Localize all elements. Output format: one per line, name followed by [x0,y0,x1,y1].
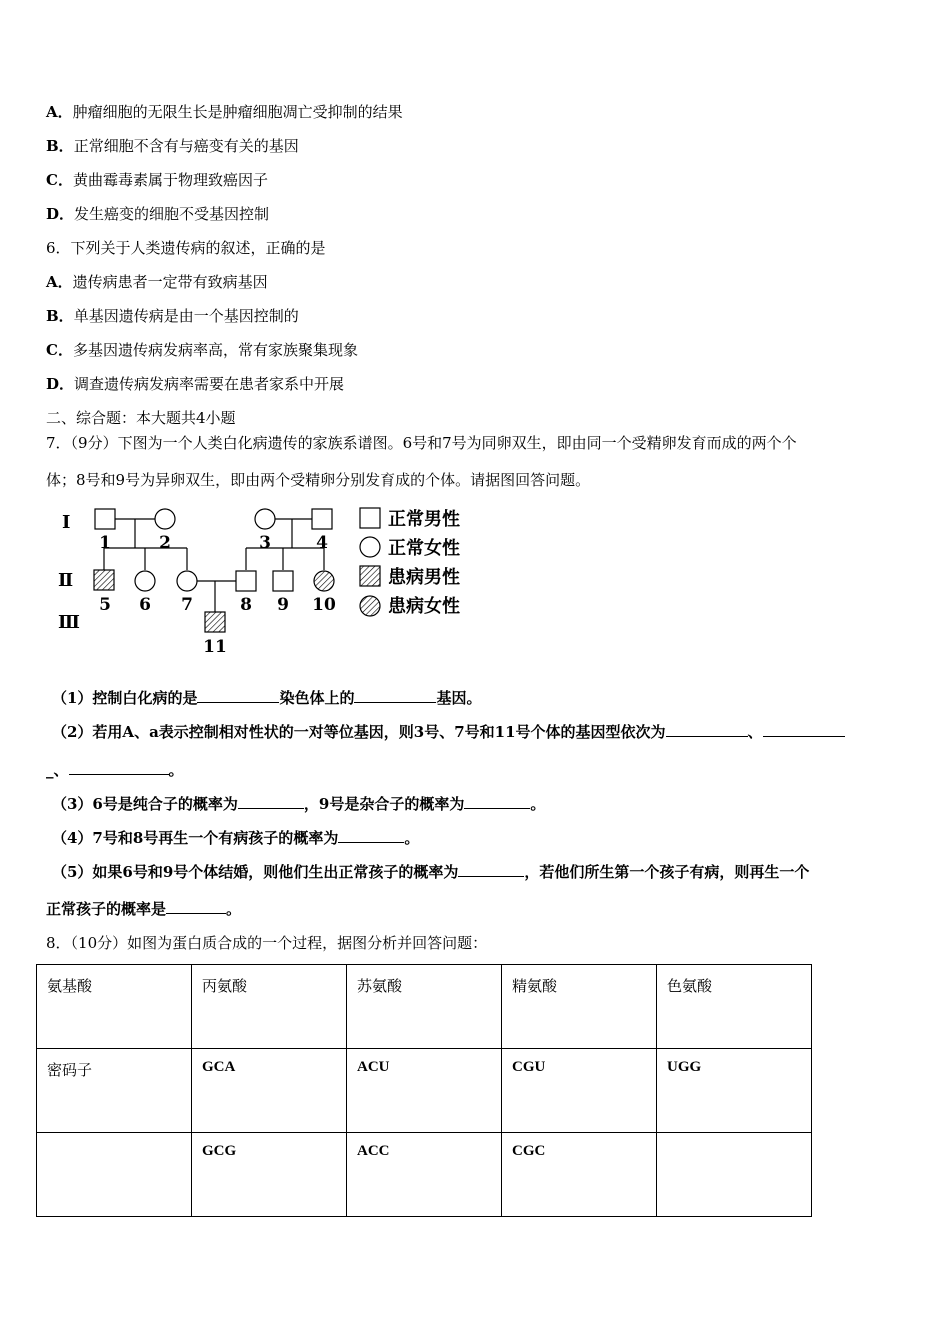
table-cell: CGC [502,1133,657,1217]
answer-blank[interactable] [197,688,279,703]
table-cell: 精氨酸 [502,965,657,1049]
legend-label: 患病女性 [388,596,460,617]
q7-sub5-cont: 正常孩子的概率是 。 [46,900,242,918]
answer-blank[interactable] [464,794,530,809]
individual-number: 6 [139,595,151,615]
legend-label: 正常女性 [388,538,460,559]
table-cell: GCG [192,1133,347,1217]
answer-blank[interactable] [458,862,524,877]
individual-9-normal-male [273,571,293,591]
legend-label: 正常男性 [388,509,460,530]
q7-sub2: （2）若用A、a表示控制相对性状的一对等位基因，则3号、7号和11号个体的基因型依次为 、 [52,722,845,742]
legend-normal-male-icon [360,508,380,528]
individual-5-affected-male [94,570,114,590]
individual-4-normal-male [312,509,332,529]
q6-option-d: D．调查遗传病发病率需要在患者家系中开展 [46,375,345,393]
table-row [37,1133,812,1217]
individual-number: 10 [312,595,336,615]
individual-number: 1 [99,533,111,553]
legend-label: 患病男性 [388,567,460,588]
individual-number: 7 [181,595,193,615]
answer-blank[interactable] [69,760,169,775]
individual-3-normal-female [255,509,275,529]
individual-number: 5 [99,595,111,615]
table-cell: 色氨酸 [657,965,812,1049]
table-row [37,1049,812,1133]
q8-stem: 8．（10分）如图为蛋白质合成的一个过程，据图分析并回答问题： [46,934,488,952]
table-cell: 密码子 [37,1049,192,1133]
q5-option-c: C．黄曲霉毒素属于物理致癌因子 [46,171,268,189]
table-cell: 氨基酸 [37,965,192,1049]
q7-sub3: （3）6号是纯合子的概率为 ，9号是杂合子的概率为 。 [52,795,546,813]
answer-blank[interactable] [666,722,748,737]
individual-number: 2 [159,533,171,553]
table-cell: 苏氨酸 [347,965,502,1049]
individual-1-normal-male [95,509,115,529]
q5-option-b: B．正常细胞不含有与癌变有关的基因 [46,137,299,155]
individual-7-normal-female [177,571,197,591]
individual-8-normal-male [236,571,256,591]
q7-sub5: （5）如果6号和9号个体结婚，则他们生出正常孩子的概率为 ，若他们所生第一个孩子有病，则再生一个 [52,863,810,881]
generation-label: Ⅰ [62,512,71,533]
table-row [37,965,812,1049]
individual-6-normal-female [135,571,155,591]
q7-stem-line1: 7．（9分）下图为一个人类白化病遗传的家族系谱图。6号和7号为同卵双生，即由同一个受精卵发育而成的两个个 [46,434,797,452]
generation-label: Ⅲ [58,612,80,633]
answer-blank[interactable] [763,722,845,737]
answer-blank[interactable] [166,899,226,914]
q6-option-a: A．遗传病患者一定带有致病基因 [46,273,268,291]
individual-number: 9 [277,595,289,615]
section-heading: 二、综合题：本大题共4小题 [46,409,236,427]
table-cell: ACC [347,1133,502,1217]
generation-label: Ⅱ [58,570,74,591]
individual-2-normal-female [155,509,175,529]
legend-affected-female-icon [360,596,380,616]
individual-number: 3 [259,533,271,553]
legend-normal-female-icon [360,537,380,557]
q7-stem-line2: 体；8号和9号为异卵双生，即由两个受精卵分别发育成的个体。请据图回答问题。 [46,471,591,489]
legend-affected-male-icon [360,566,380,586]
individual-number: 4 [316,533,328,553]
table-cell: UGG [657,1049,812,1133]
q7-sub1: （1）控制白化病的是 染色体上的 基因。 [52,689,482,707]
table-cell: GCA [192,1049,347,1133]
q6-stem: 6．下列关于人类遗传病的叙述，正确的是 [46,239,326,257]
answer-blank[interactable] [238,794,304,809]
q5-option-d: D．发生癌变的细胞不受基因控制 [46,205,270,223]
q6-option-c: C．多基因遗传病发病率高，常有家族聚集现象 [46,341,358,359]
q7-sub4: （4）7号和8号再生一个有病孩子的概率为 。 [52,829,420,847]
individual-number: 11 [203,637,227,657]
table-cell: CGU [502,1049,657,1133]
individual-11-affected-male [205,612,225,632]
q6-option-b: B．单基因遗传病是由一个基因控制的 [46,307,299,325]
answer-blank[interactable] [354,688,436,703]
table-cell [657,1133,812,1217]
codon-table [36,964,812,1217]
table-cell [37,1133,192,1217]
individual-number: 8 [240,595,252,615]
q5-option-a: A．肿瘤细胞的无限生长是肿瘤细胞凋亡受抑制的结果 [46,103,403,121]
table-cell: ACU [347,1049,502,1133]
table-cell: 丙氨酸 [192,965,347,1049]
individual-10-affected-female [314,571,334,591]
q7-sub2-cont: _、 。 [46,761,184,779]
pedigree-diagram [56,500,486,660]
answer-blank[interactable] [338,828,404,843]
